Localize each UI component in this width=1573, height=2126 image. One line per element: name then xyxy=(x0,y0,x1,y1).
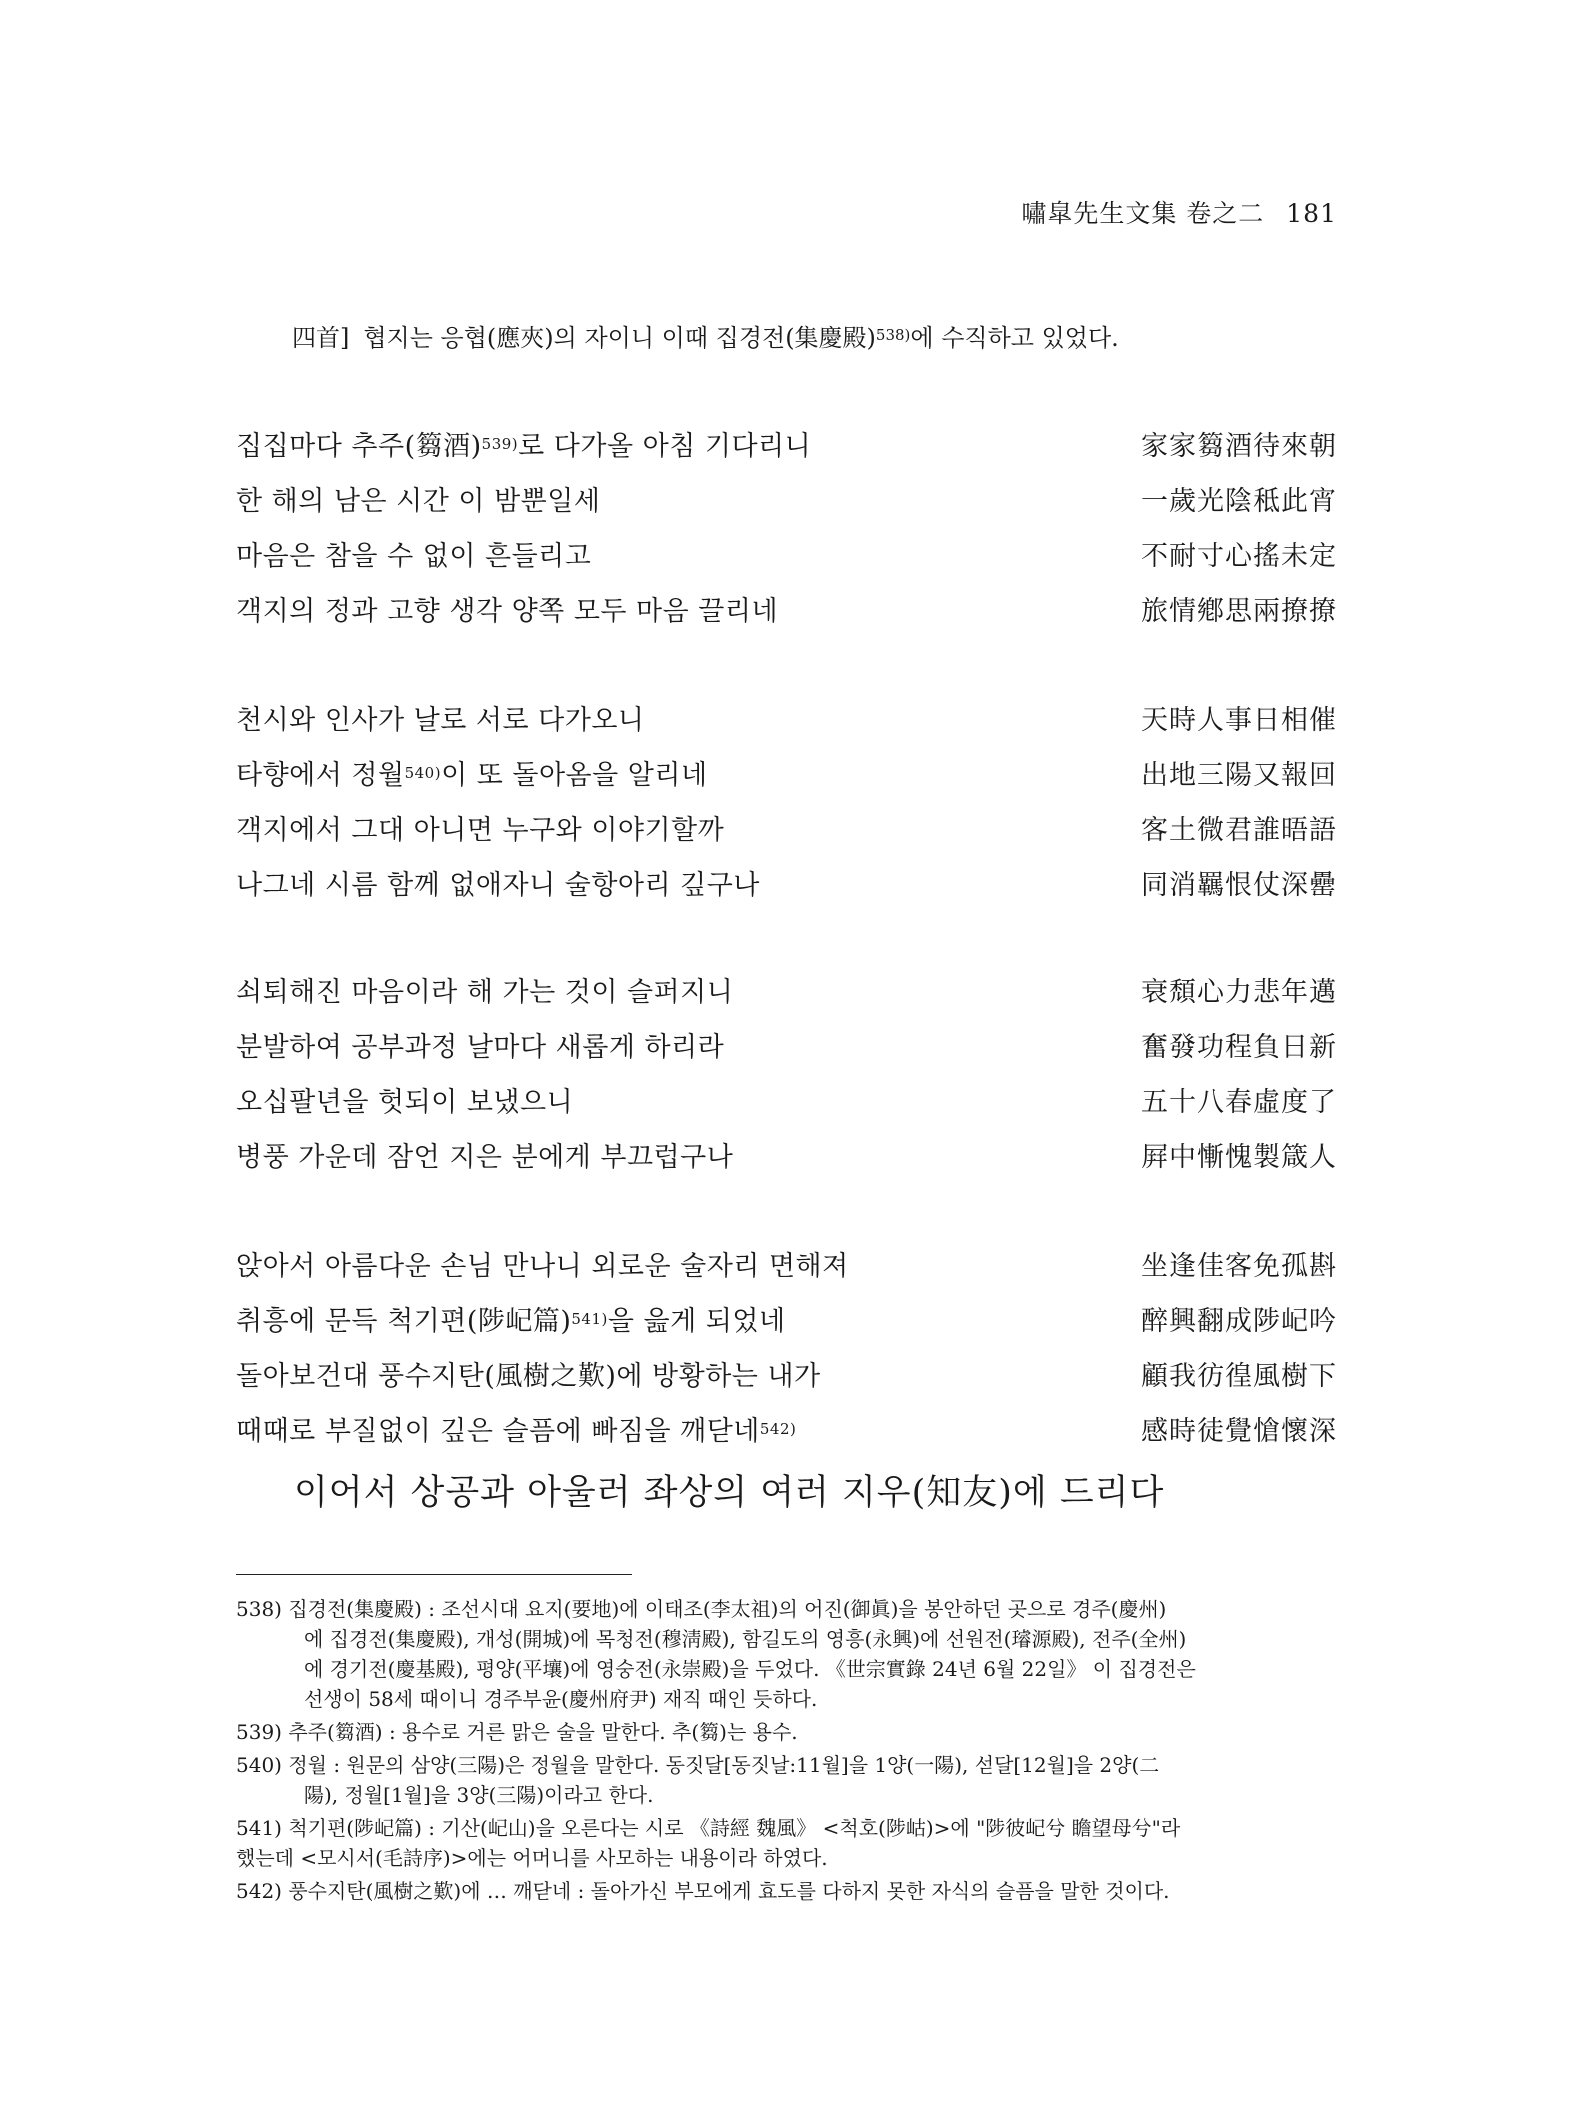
hanzi-line: 顧我彷徨風樹下 xyxy=(1141,1361,1337,1392)
note-text: 협지는 응협(應夾)의 자이니 이때 집경전(集慶殿) xyxy=(363,324,876,352)
footnote-538: 538) 집경전(集慶殿) : 조선시대 요지(要地)에 이태조(李太祖)의 어진(御眞)을 봉안하던 곳으로 경주(慶州) 에 집경전(集慶殿), 개성(開城)에 목청전(穆淸殿), 함길도의 영흥(永興)에 선원전(璿源殿), 전주(全州) 에 경기전(慶基殿), 평양(平壤)에 영숭전(永崇殿)을 두었다. 《世宗實錄 24년 6월 22일》 이 집경전은 선생이 58세 때이니 경주부윤(慶州府尹) 재직 때인 듯하다. xyxy=(236,1597,1196,1711)
hanzi-line: 五十八春虛度了 xyxy=(1141,1087,1337,1118)
verse-line xyxy=(236,690,1337,745)
hanzi-line: 家家篘酒待來朝 xyxy=(1141,431,1337,462)
hanzi-line: 一歲光陰秪此宵 xyxy=(1141,486,1337,517)
korean-line: 분발하여 공부과정 날마다 새롭게 하리라 xyxy=(236,1032,725,1063)
footnote-ref: 539) xyxy=(481,435,519,453)
footnote-541: 541) 척기편(陟屺篇) : 기산(屺山)을 오른다는 시로 《詩經 魏風》 <척호(陟岵)>에 "陟彼屺兮 瞻望母兮"라 했는데 <모시서(毛詩序)>에는 어머니를 사모하는 내용이라 하였다. xyxy=(236,1816,1181,1870)
intro-note xyxy=(292,318,1119,353)
footnote-ref: 540) xyxy=(404,764,442,782)
page-header xyxy=(1021,194,1337,230)
verse-line xyxy=(236,800,1337,855)
korean-line: 나그네 시름 함께 없애자니 술항아리 깊구나 xyxy=(236,870,760,901)
korean-line: 객지의 정과 고향 생각 양쪽 모두 마음 끌리네 xyxy=(236,596,779,627)
korean-line: 취흥에 문득 척기편(陟屺篇)$^{541)}$을 읊게 되었네 xyxy=(236,1306,786,1337)
note-tag: 四首] xyxy=(292,324,350,352)
korean-line: 오십팔년을 헛되이 보냈으니 xyxy=(236,1087,574,1118)
footnotes xyxy=(236,1594,1337,1909)
note-text-2: 에 수직하고 있었다. xyxy=(910,324,1119,352)
stanza-3 xyxy=(236,962,1337,1182)
verse-line xyxy=(236,962,1337,1017)
hanzi-line: 衰頹心力悲年邁 xyxy=(1141,977,1337,1008)
verse-line xyxy=(236,855,1337,910)
footnote-ref: 542) xyxy=(759,1420,797,1438)
footnote-542: 542) 풍수지탄(風樹之歎)에 … 깨닫네 : 돌아가신 부모에게 효도를 다하지 못한 자식의 슬픔을 말한 것이다. xyxy=(236,1879,1170,1903)
verse-line xyxy=(236,416,1337,471)
korean-line: 돌아보건대 풍수지탄(風樹之歎)에 방황하는 내가 xyxy=(236,1361,821,1392)
hanzi-line: 同消羈恨仗深罍 xyxy=(1141,870,1337,901)
footnote-540: 540) 정월 : 원문의 삼양(三陽)은 정월을 말한다. 동짓달[동짓날:11월]을 1양(一陽), 섣달[12월]을 2양(二 陽), 정월[1월]을 3양(三陽)이라고 한다. xyxy=(236,1753,1160,1807)
verse-line xyxy=(236,1236,1337,1291)
korean-line: 때때로 부질없이 깊은 슬픔에 빠짐을 깨닫네$^{542)}$ xyxy=(236,1416,797,1447)
stanza-2 xyxy=(236,690,1337,910)
verse-line xyxy=(236,526,1337,581)
footnote-539: 539) 추주(篘酒) : 용수로 거른 맑은 술을 말한다. 추(篘)는 용수. xyxy=(236,1720,798,1744)
korean-line: 객지에서 그대 아니면 누구와 이야기할까 xyxy=(236,815,725,846)
hanzi-line: 旅情鄕思兩撩撩 xyxy=(1141,596,1337,627)
page-number: 181 xyxy=(1286,199,1337,228)
verse-line xyxy=(236,1401,1337,1456)
korean-line: 앉아서 아름다운 손님 만나니 외로운 술자리 면해져 xyxy=(236,1251,849,1282)
next-poem-title: 이어서 상공과 아울러 좌상의 여러 지우(知友)에 드리다 xyxy=(294,1473,1165,1513)
korean-line: 마음은 참을 수 없이 흔들리고 xyxy=(236,541,592,572)
verse-line xyxy=(236,745,1337,800)
hanzi-line: 屛中慚愧製箴人 xyxy=(1141,1142,1337,1173)
verse-line xyxy=(236,1017,1337,1072)
hanzi-line: 出地三陽又報回 xyxy=(1141,760,1337,791)
verse-line xyxy=(236,581,1337,636)
korean-line: 한 해의 남은 시간 이 밤뿐일세 xyxy=(236,486,601,517)
footnote-divider xyxy=(236,1574,632,1575)
korean-line: 천시와 인사가 날로 서로 다가오니 xyxy=(236,705,645,736)
hanzi-line: 天時人事日相催 xyxy=(1141,705,1337,736)
hanzi-line: 客土微君誰晤語 xyxy=(1141,815,1337,846)
stanza-4 xyxy=(236,1236,1337,1456)
verse-line xyxy=(236,1346,1337,1401)
footnote-ref: 541) xyxy=(571,1310,608,1328)
verse-line xyxy=(236,1127,1337,1182)
stanza-1 xyxy=(236,416,1337,636)
verse-line xyxy=(236,471,1337,526)
korean-line: 타향에서 정월$^{540)}$이 또 돌아옴을 알리네 xyxy=(236,760,708,791)
korean-line: 집집마다 추주(篘酒)$^{539)}$로 다가올 아침 기다리니 xyxy=(236,431,812,462)
verse-line xyxy=(236,1291,1337,1346)
hanzi-line: 坐逢佳客免孤斟 xyxy=(1141,1251,1337,1282)
footnote-ref: 538) xyxy=(875,326,911,344)
hanzi-line: 不耐寸心搖未定 xyxy=(1141,541,1337,572)
korean-line: 쇠퇴해진 마음이라 해 가는 것이 슬퍼지니 xyxy=(236,977,734,1008)
hanzi-line: 醉興翻成陟屺吟 xyxy=(1141,1306,1337,1337)
korean-line: 병풍 가운데 잠언 지은 분에게 부끄럽구나 xyxy=(236,1142,734,1173)
hanzi-line: 感時徒覺愴懷深 xyxy=(1141,1416,1337,1447)
book-title: 嘯皐先生文集 卷之二 xyxy=(1021,199,1265,228)
verse-line xyxy=(236,1072,1337,1127)
hanzi-line: 奮發功程負日新 xyxy=(1141,1032,1337,1063)
